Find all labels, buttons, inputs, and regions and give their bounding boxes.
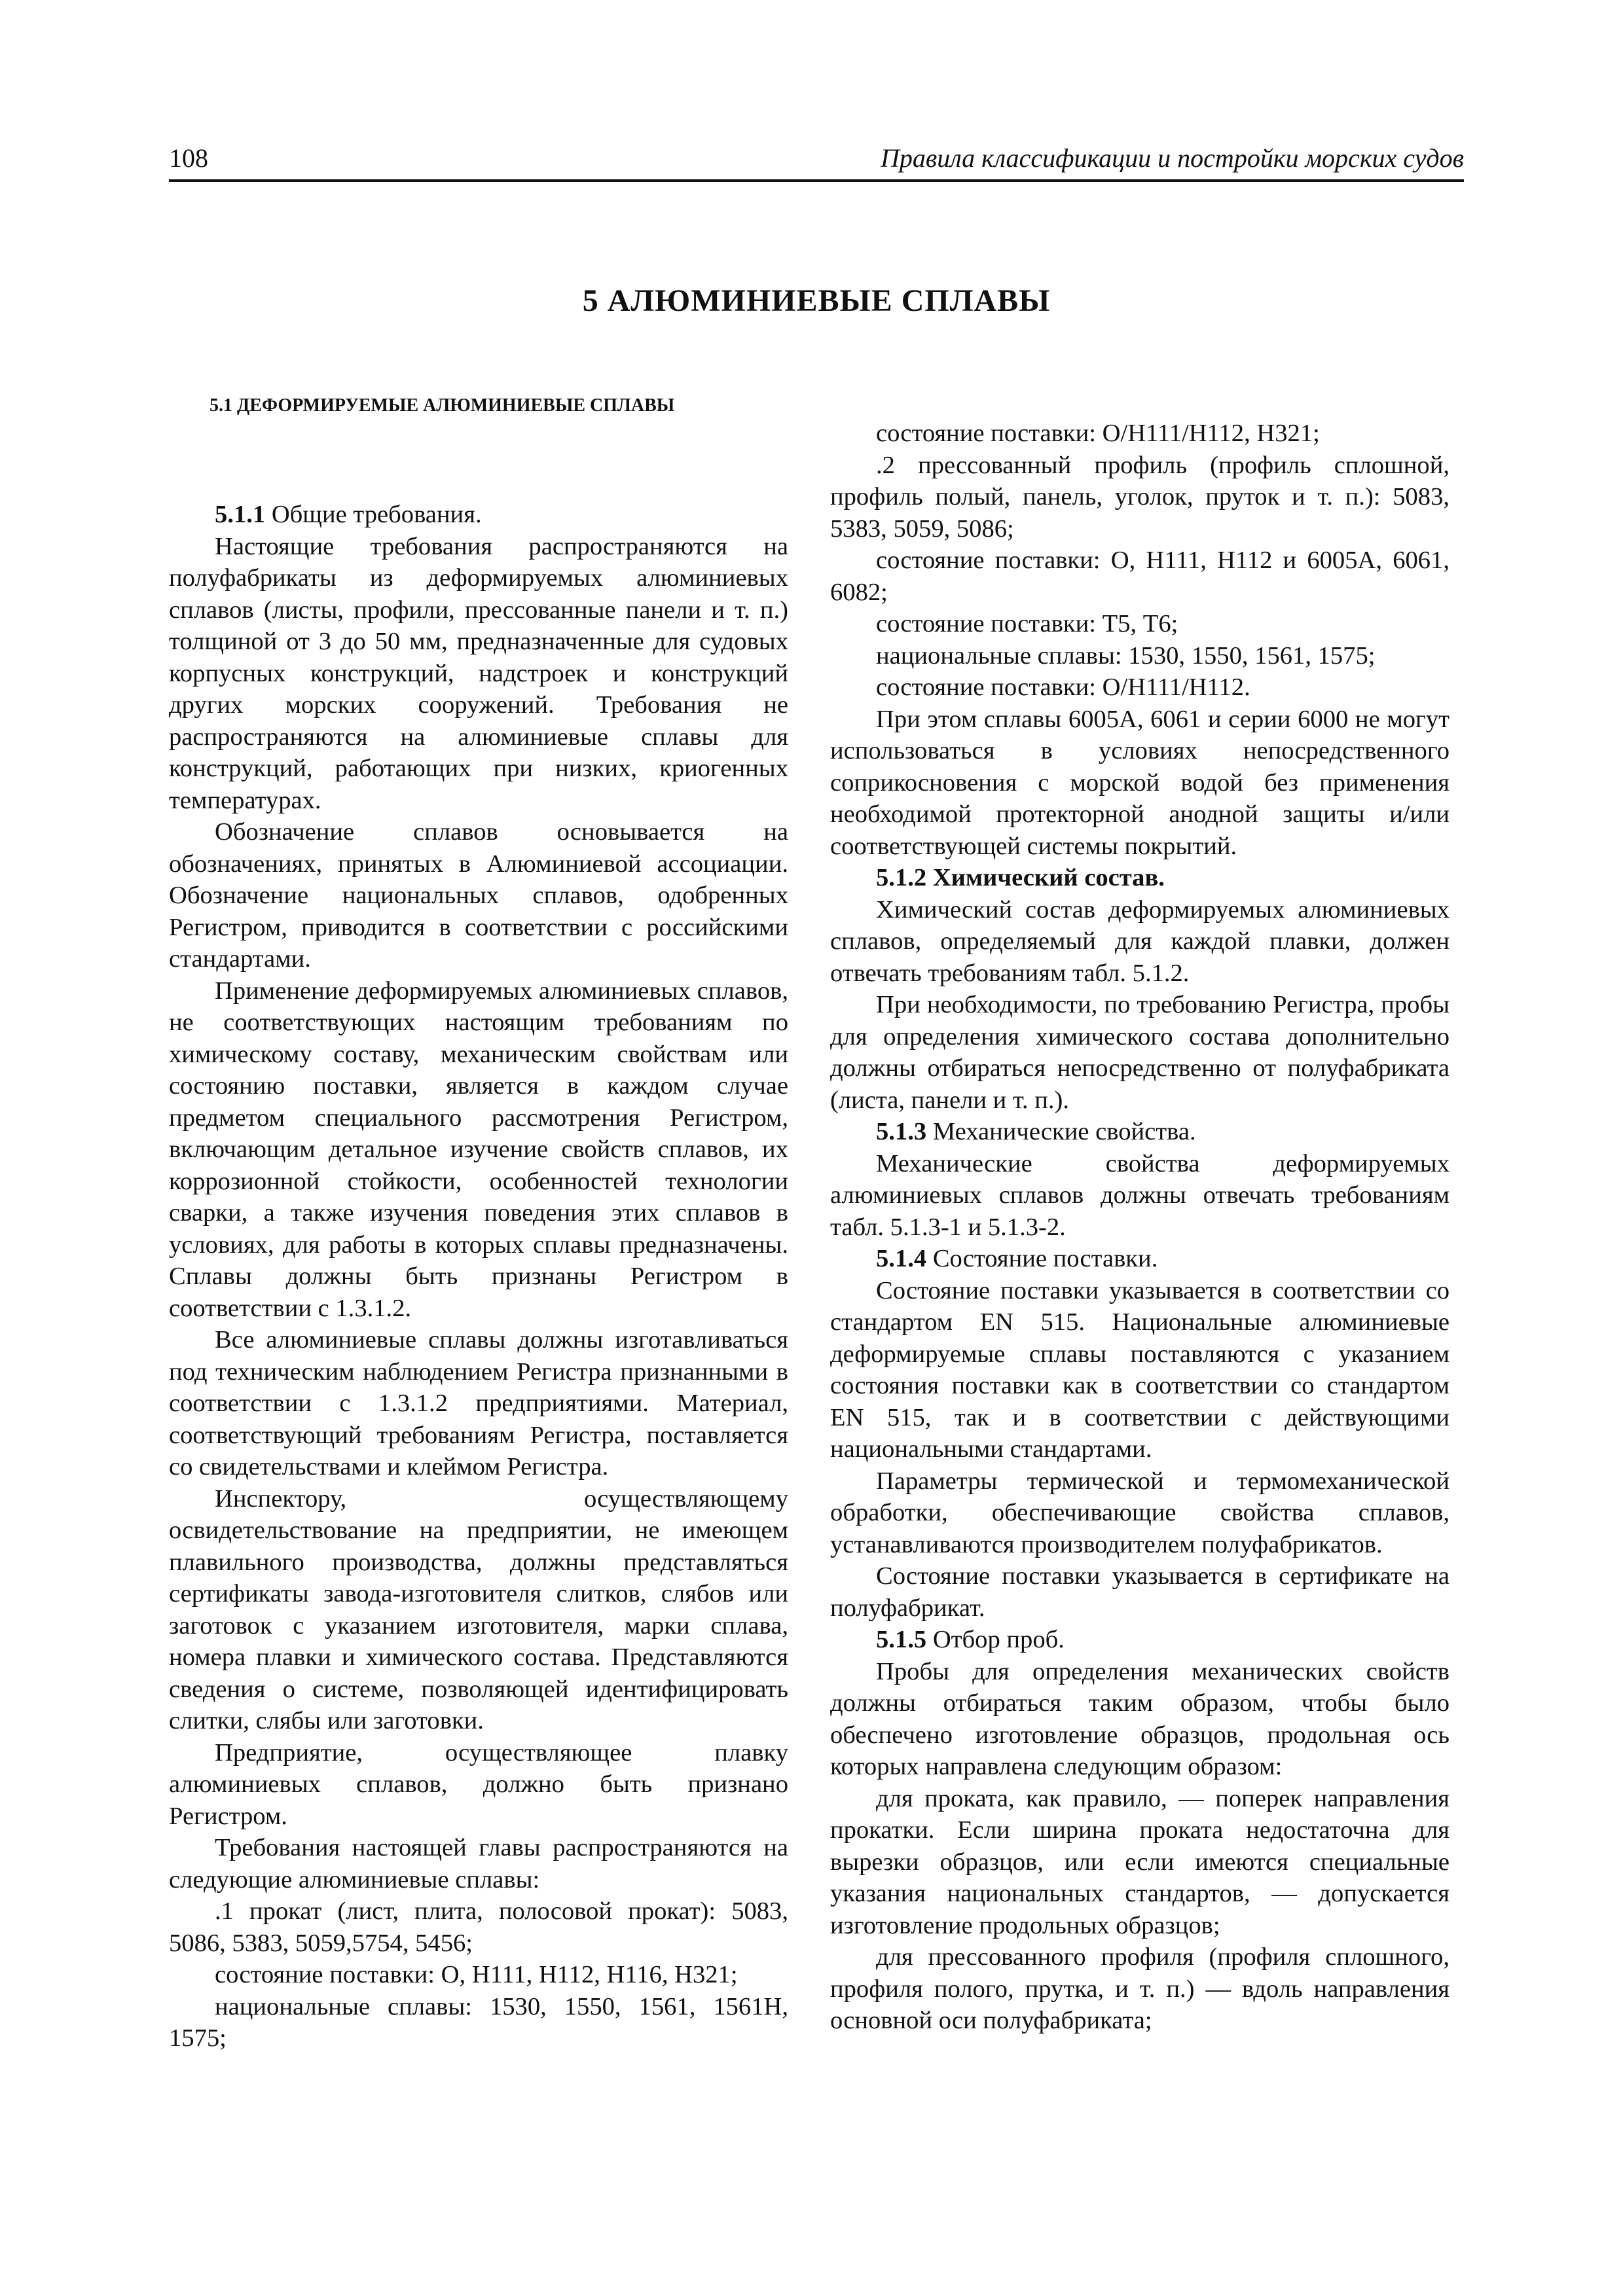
subsection-number: 5.1.4 xyxy=(876,1245,927,1272)
page-header xyxy=(169,143,1464,182)
subsection-title: Химический состав. xyxy=(932,864,1165,891)
paragraph: При необходимости, по требованию Регистра, пробы для определения химического состава дополнительно должны отбираться непосредственно от полуфабриката (листа, панели и т. п.). xyxy=(830,991,1450,1114)
left-column xyxy=(169,393,788,2054)
subsection-title: Отбор проб. xyxy=(932,1626,1065,1653)
paragraph: Настоящие требования распространяются на полуфабрикаты из деформируемых алюминиевых сплавов (листы, профили, прессованные панели и т. п.) толщиной от 3 до 50 мм, предназначенные для судовых корпусных конструкций, надстроек и конструкций других морских сооружений. Требования не распространяются на алюминиевые сплавы для конструкций, работающих при низких, криогенных температурах. xyxy=(169,532,788,814)
paragraph: Применение деформируемых алюминиевых сплавов, не соответствующих настоящим требованиям по химическому составу, механическим свойствам или состоянию поставки, является в каждом случае предметом специального рассмотрения Регистром, включающим детальное изучение свойств сплавов, их коррозионной стойкости, особенностей технологии сварки, а также изучения поведения этих сплавов в условиях, для работы в которых сплавы предназначены. Сплавы должны быть признаны Регистром в соответствии с 1.3.1.2. xyxy=(169,977,788,1322)
subsection-heading-5-1-5 xyxy=(830,1624,1450,1656)
subsection-heading-5-1-2 xyxy=(830,862,1450,894)
chapter-title: 5 АЛЮМИНИЕВЫЕ СПЛАВЫ xyxy=(582,283,1051,318)
paragraph: состояние поставки: О, Н111, Н112 и 6005А, 6061, 6082; xyxy=(830,547,1450,606)
paragraph: состояние поставки: Т5, Т6; xyxy=(876,610,1178,637)
paragraph: Инспектору, осуществляющему освидетельствование на предприятии, не имеющем плавильного производства, должны представляться сертификаты завода-изготовителя слитков, слябов или заготовок с указанием изготовителя, марки сплава, номера плавки и химического состава. Представляются сведения о системе, позволяющей идентифицировать слитки, слябы или заготовки. xyxy=(169,1484,788,1734)
subsection-number: 5.1.2 xyxy=(876,864,927,891)
paragraph: состояние поставки: O/H111/H112. xyxy=(876,673,1250,701)
page-number: 108 xyxy=(169,143,208,173)
paragraph: для прессованного профиля (профиля сплошного, профиля полого, прутка, и т. п.) — вдоль направления основной оси полуфабриката; xyxy=(830,1943,1450,2034)
paragraph: Химический состав деформируемых алюминиевых сплавов, определяемый для каждой плавки, должен отвечать требованиям табл. 5.1.2. xyxy=(830,895,1450,987)
paragraph: Все алюминиевые сплавы должны изготавливаться под техническим наблюдением Регистра признанными в соответствии с 1.3.1.2 предприятиями. Материал, соответствующий требованиям Регистра, поставляется со свидетельствами и клеймом Регистра. xyxy=(169,1326,788,1480)
right-column xyxy=(830,418,1450,2037)
running-title: Правила классификации и постройки морских судов xyxy=(880,143,1464,173)
subsection-heading-5-1-3 xyxy=(830,1116,1450,1148)
paragraph: состояние поставки: О, Н111, Н112, Н116, Н321; xyxy=(215,1961,738,1988)
paragraph: Пробы для определения механических свойств должны отбираться таким образом, чтобы было обеспечено изготовление образцов, продольная ось которых направлена следующим образом: xyxy=(830,1657,1450,1780)
paragraph: Состояние поставки указывается в сертификате на полуфабрикат. xyxy=(830,1562,1450,1622)
subsection-heading-5-1-4 xyxy=(830,1243,1450,1275)
subsection-title: Состояние поставки. xyxy=(932,1245,1158,1272)
paragraph: Состояние поставки указывается в соответствии со стандартом EN 515. Национальные алюминиевые деформируемые сплавы поставляются с указанием состояния поставки как в соответствии со стандартом EN 515, так и в соответствии с действующими национальными стандартами. xyxy=(830,1276,1450,1463)
paragraph: При этом сплавы 6005А, 6061 и серии 6000 не могут использоваться в условиях непосредственного соприкосновения с морской водой без применения необходимой протекторной анодной защиты и/или соответствующей системы покрытий. xyxy=(830,705,1450,860)
subsection-title: Общие требования. xyxy=(271,501,482,528)
paragraph: Обозначение сплавов основывается на обозначениях, принятых в Алюминиевой ассоциации. Обозначение национальных сплавов, одобренных Регистром, приводится в соответствии с российскими стандартами. xyxy=(169,818,788,973)
list-item: .2 прессованный профиль (профиль сплошной, профиль полый, панель, уголок, пруток и т. п.): 5083, 5383, 5059, 5086; xyxy=(830,451,1450,543)
subsection-number: 5.1.5 xyxy=(876,1626,927,1653)
paragraph: Предприятие, осуществляющее плавку алюминиевых сплавов, должно быть признано Регистром. xyxy=(169,1738,788,1830)
subsection-heading-5-1-1 xyxy=(169,499,788,531)
subsection-number: 5.1.3 xyxy=(876,1118,927,1145)
subsection-number: 5.1.1 xyxy=(215,501,266,528)
paragraph: Параметры термической и термомеханической обработки, обеспечивающие свойства сплавов, устанавливаются производителем полуфабрикатов. xyxy=(830,1467,1450,1558)
paragraph: Требования настоящей главы распространяются на следующие алюминиевые сплавы: xyxy=(169,1834,788,1893)
subsection-title: Механические свойства. xyxy=(932,1118,1196,1145)
list-item: .1 прокат (лист, плита, полосовой прокат): 5083, 5086, 5383, 5059,5754, 5456; xyxy=(169,1897,788,1957)
paragraph: для проката, как правило, — поперек направления прокатки. Если ширина проката недостаточна для вырезки образцов, или если имеются специальные указания национальных стандартов, — допускается изготовление продольных образцов; xyxy=(830,1784,1450,1939)
paragraph: Механические свойства деформируемых алюминиевых сплавов должны отвечать требованиям табл. 5.1.3-1 и 5.1.3-2. xyxy=(830,1149,1450,1241)
paragraph: национальные сплавы: 1530, 1550, 1561, 1575; xyxy=(876,641,1376,670)
paragraph: национальные сплавы: 1530, 1550, 1561, 1561Н, 1575; xyxy=(169,1992,788,2052)
section-title: 5.1 ДЕФОРМИРУЕМЫЕ АЛЮМИНИЕВЫЕ СПЛАВЫ xyxy=(210,395,675,416)
paragraph: состояние поставки: O/H111/H112, H321; xyxy=(876,420,1320,447)
